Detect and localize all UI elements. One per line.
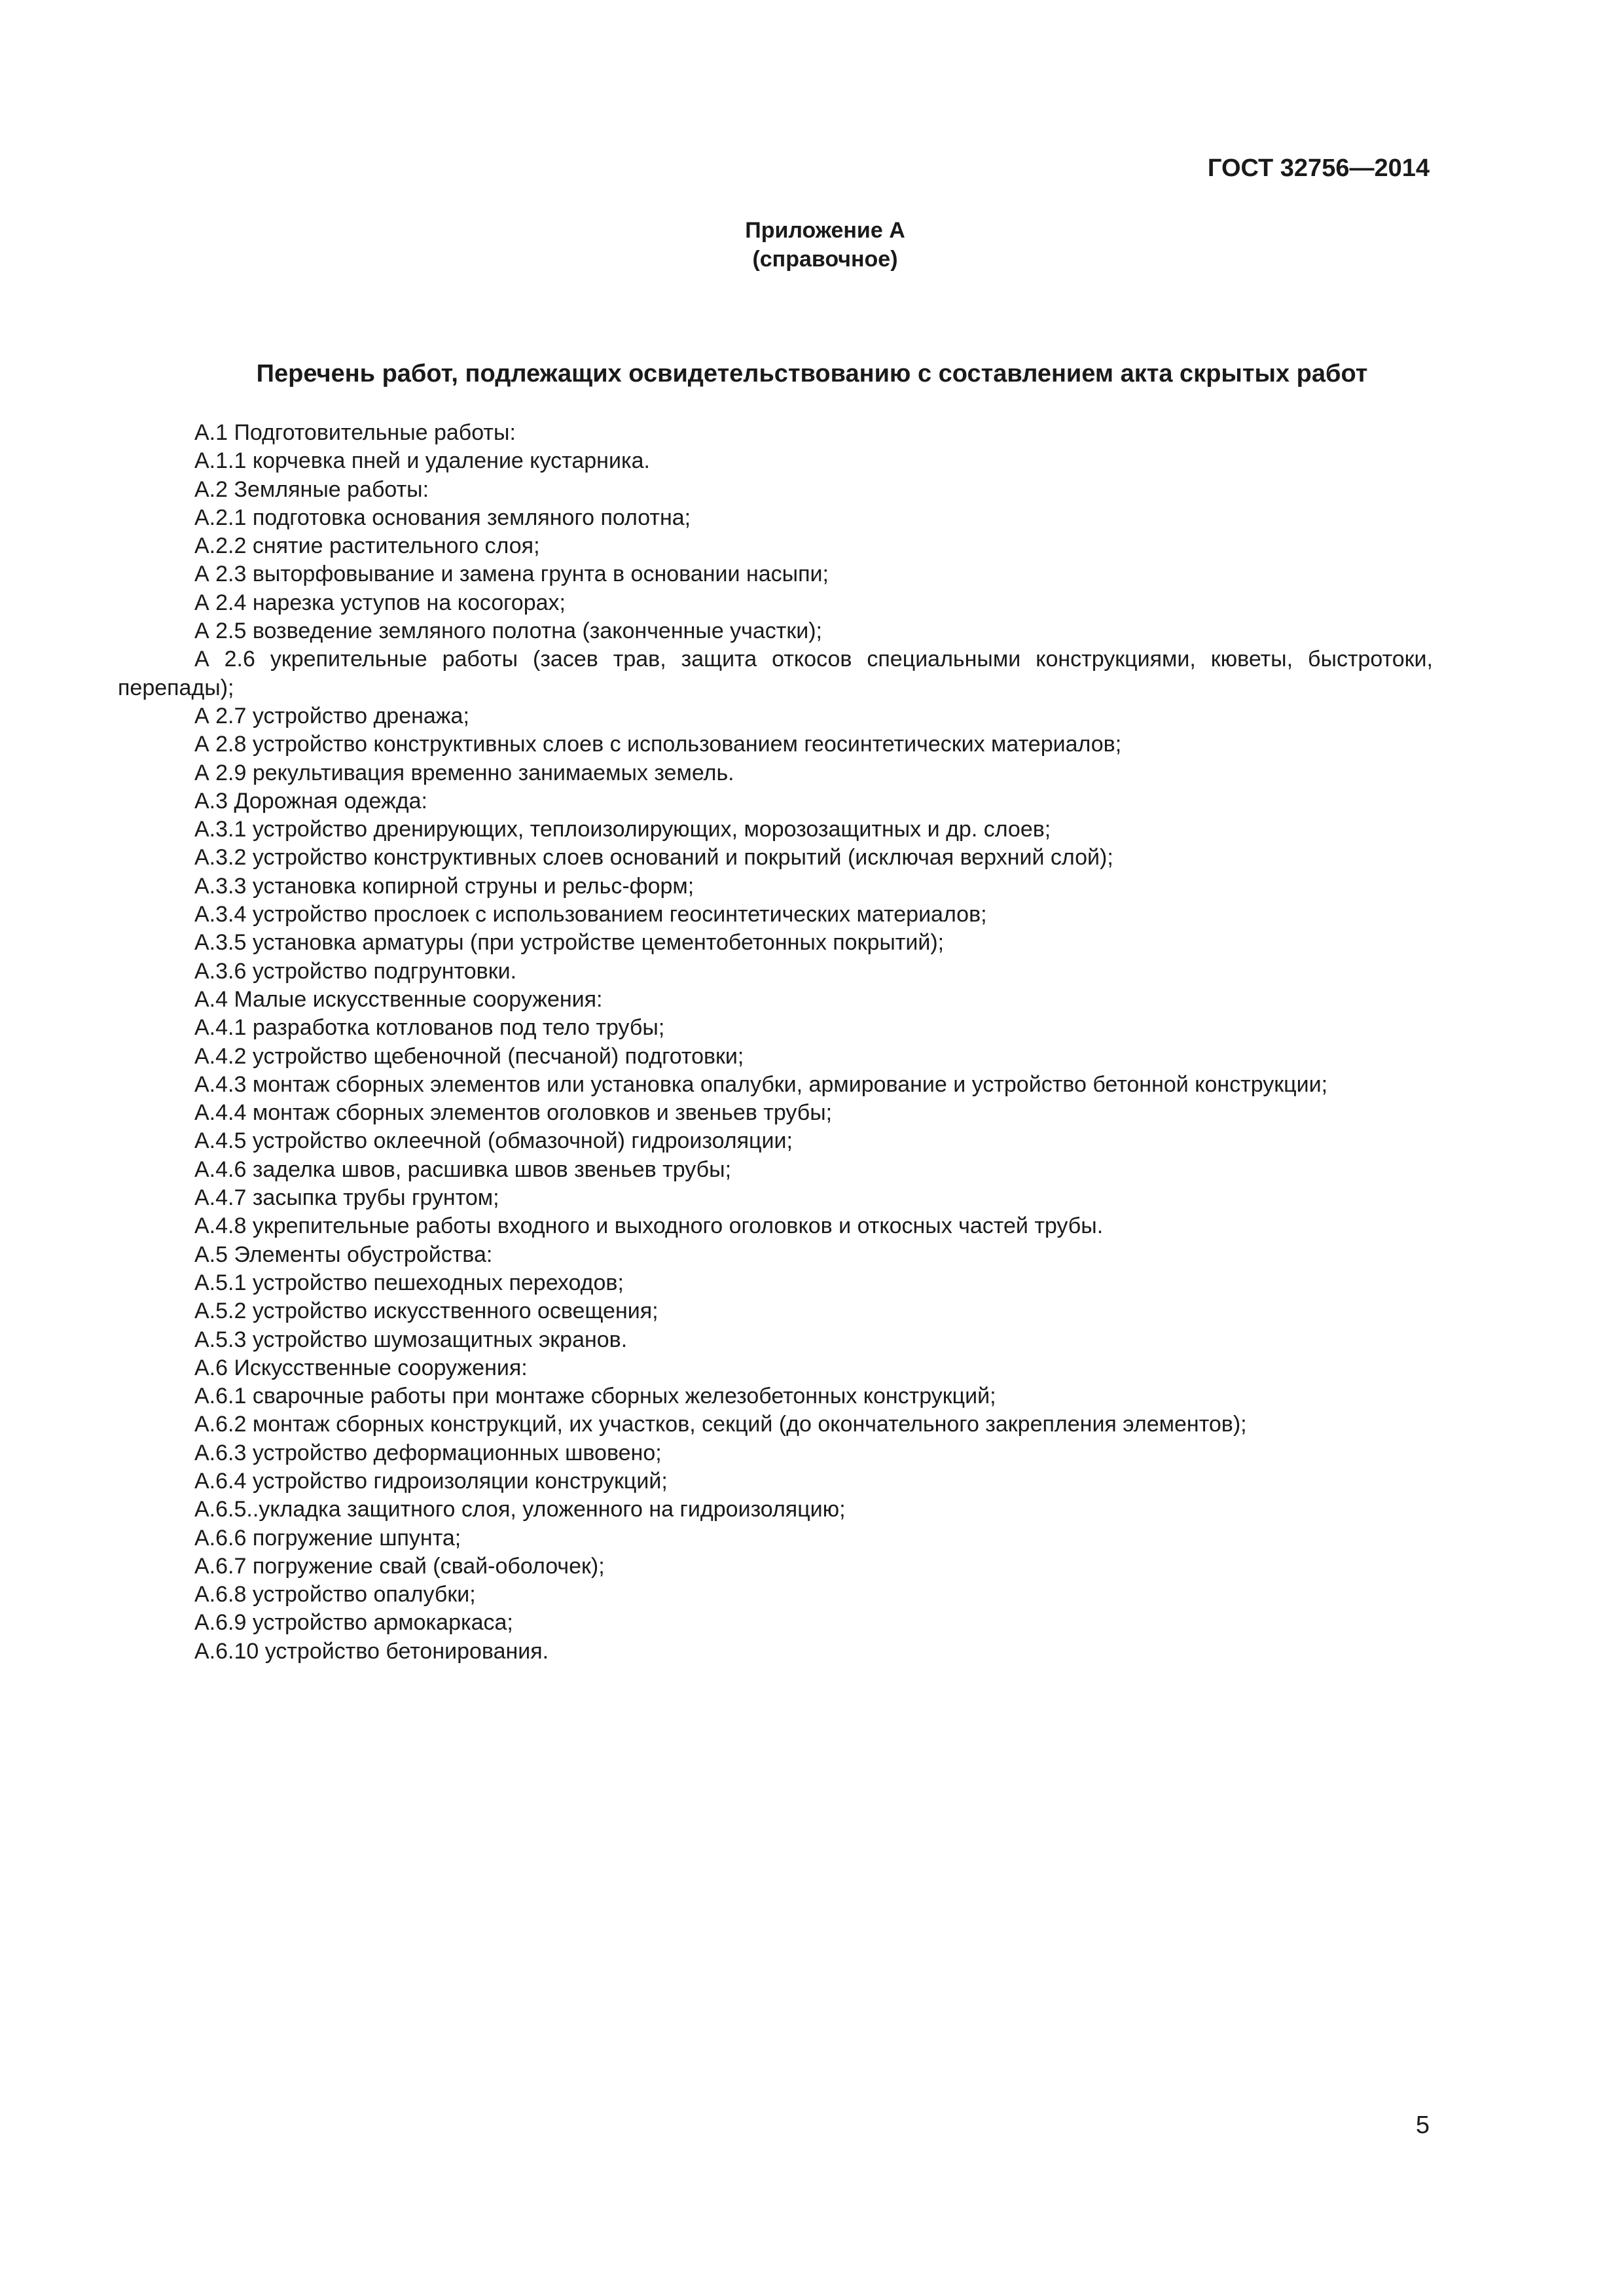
list-item: А.3.1 устройство дренирующих, теплоизолирующих, морозозащитных и др. слоев; (194, 817, 1051, 842)
list-item: А.4.2 устройство щебеночной (песчаной) подготовки; (194, 1043, 744, 1069)
list-item: А.6.3 устройство деформационных швовено; (194, 1440, 662, 1465)
document-title: Перечень работ, подлежащих освидетельствованию с составлением акта скрытых работ (256, 360, 1368, 387)
appendix-kind: (справочное) (752, 247, 898, 272)
list-item: А.6.10 устройство бетонирования. (194, 1638, 549, 1664)
list-item: А.4.6 заделка швов, расшивка швов звеньев трубы; (194, 1157, 732, 1182)
list-item: А.6.7 погружение свай (свай-оболочек); (194, 1553, 605, 1579)
appendix-heading (0, 216, 1624, 274)
appendix-label: Приложение А (745, 218, 905, 243)
list-item: А 2.7 устройство дренажа; (194, 703, 469, 728)
list-item: А.5.2 устройство искусственного освещения; (194, 1299, 659, 1324)
list-item: А.4.7 засыпка трубы грунтом; (194, 1185, 499, 1211)
list-item: А.1 Подготовительные работы: (194, 420, 516, 445)
list-item: А.1.1 корчевка пней и удаление кустарника. (194, 448, 650, 474)
list-item: А.3.4 устройство прослоек с использованием геосинтетических материалов; (194, 902, 987, 927)
page-number: 5 (1415, 2111, 1430, 2139)
list-item: А.6.2 монтаж сборных конструкций, их участков, секций (до окончательного закрепления элементов); (194, 1412, 1247, 1437)
list-item: А.6.1 сварочные работы при монтаже сборных железобетонных конструкций; (194, 1384, 996, 1409)
list-item: А.4 Малые искусственные сооружения: (194, 986, 603, 1012)
list-item: А.6.4 устройство гидроизоляции конструкций; (194, 1468, 668, 1494)
list-item: А.5 Элементы обустройства: (194, 1242, 493, 1267)
list-item: А.5.3 устройство шумозащитных экранов. (194, 1327, 628, 1352)
list-item: А.3.5 установка арматуры (при устройстве цементобетонных покрытий); (194, 930, 945, 956)
list-item: А.2.1 подготовка основания земляного полотна; (194, 505, 691, 530)
list-item: А 2.9 рекультивация временно занимаемых земель. (194, 760, 734, 785)
list-item: А.6.9 устройство армокаркаса; (194, 1610, 513, 1636)
list-item: А.4.3 монтаж сборных элементов или установка опалубки, армирование и устройство бетонной конструкции; (194, 1071, 1328, 1097)
list-item: А.4.1 разработка котлованов под тело трубы; (194, 1015, 665, 1041)
list-item: А.4.4 монтаж сборных элементов оголовков и звеньев трубы; (194, 1100, 833, 1126)
list-item: А.4.8 укрепительные работы входного и выходного оголовков и откосных частей трубы. (194, 1213, 1104, 1239)
list-item: А 2.4 нарезка уступов на косогорах; (194, 590, 566, 615)
list-item: А 2.6 укрепительные работы (засев трав, защита откосов специальными конструкциями, кюветы, быстротоки, перепады); (118, 647, 1433, 700)
list-item: А 2.8 устройство конструктивных слоев с использованием геосинтетических материалов; (194, 732, 1122, 757)
list-item: А.3.6 устройство подгрунтовки. (194, 958, 517, 984)
works-list (118, 419, 1433, 1666)
list-item: А.6 Искусственные сооружения: (194, 1355, 528, 1380)
list-item: А 2.3 выторфовывание и замена грунта в основании насыпи; (194, 562, 829, 587)
list-item: А.2.2 снятие растительного слоя; (194, 533, 540, 559)
list-item: А.5.1 устройство пешеходных переходов; (194, 1270, 624, 1295)
list-item: А.4.5 устройство оклеечной (обмазочной) гидроизоляции; (194, 1128, 793, 1154)
list-item: А.3 Дорожная одежда: (194, 788, 427, 814)
list-item: А.2 Земляные работы: (194, 476, 429, 502)
list-item: А 2.5 возведение земляного полотна (законченные участки); (194, 619, 823, 644)
list-item: А.6.6 погружение шпунта; (194, 1525, 461, 1551)
list-item: А.6.8 устройство опалубки; (194, 1582, 476, 1607)
list-item: А.3.3 установка копирной струны и рельс-форм; (194, 873, 695, 899)
standard-code: ГОСТ 32756—2014 (1207, 154, 1430, 182)
list-item: А.3.2 устройство конструктивных слоев оснований и покрытий (исключая верхний слой); (194, 845, 1113, 870)
list-item: А.6.5..укладка защитного слоя, уложенного на гидроизоляцию; (194, 1497, 846, 1522)
